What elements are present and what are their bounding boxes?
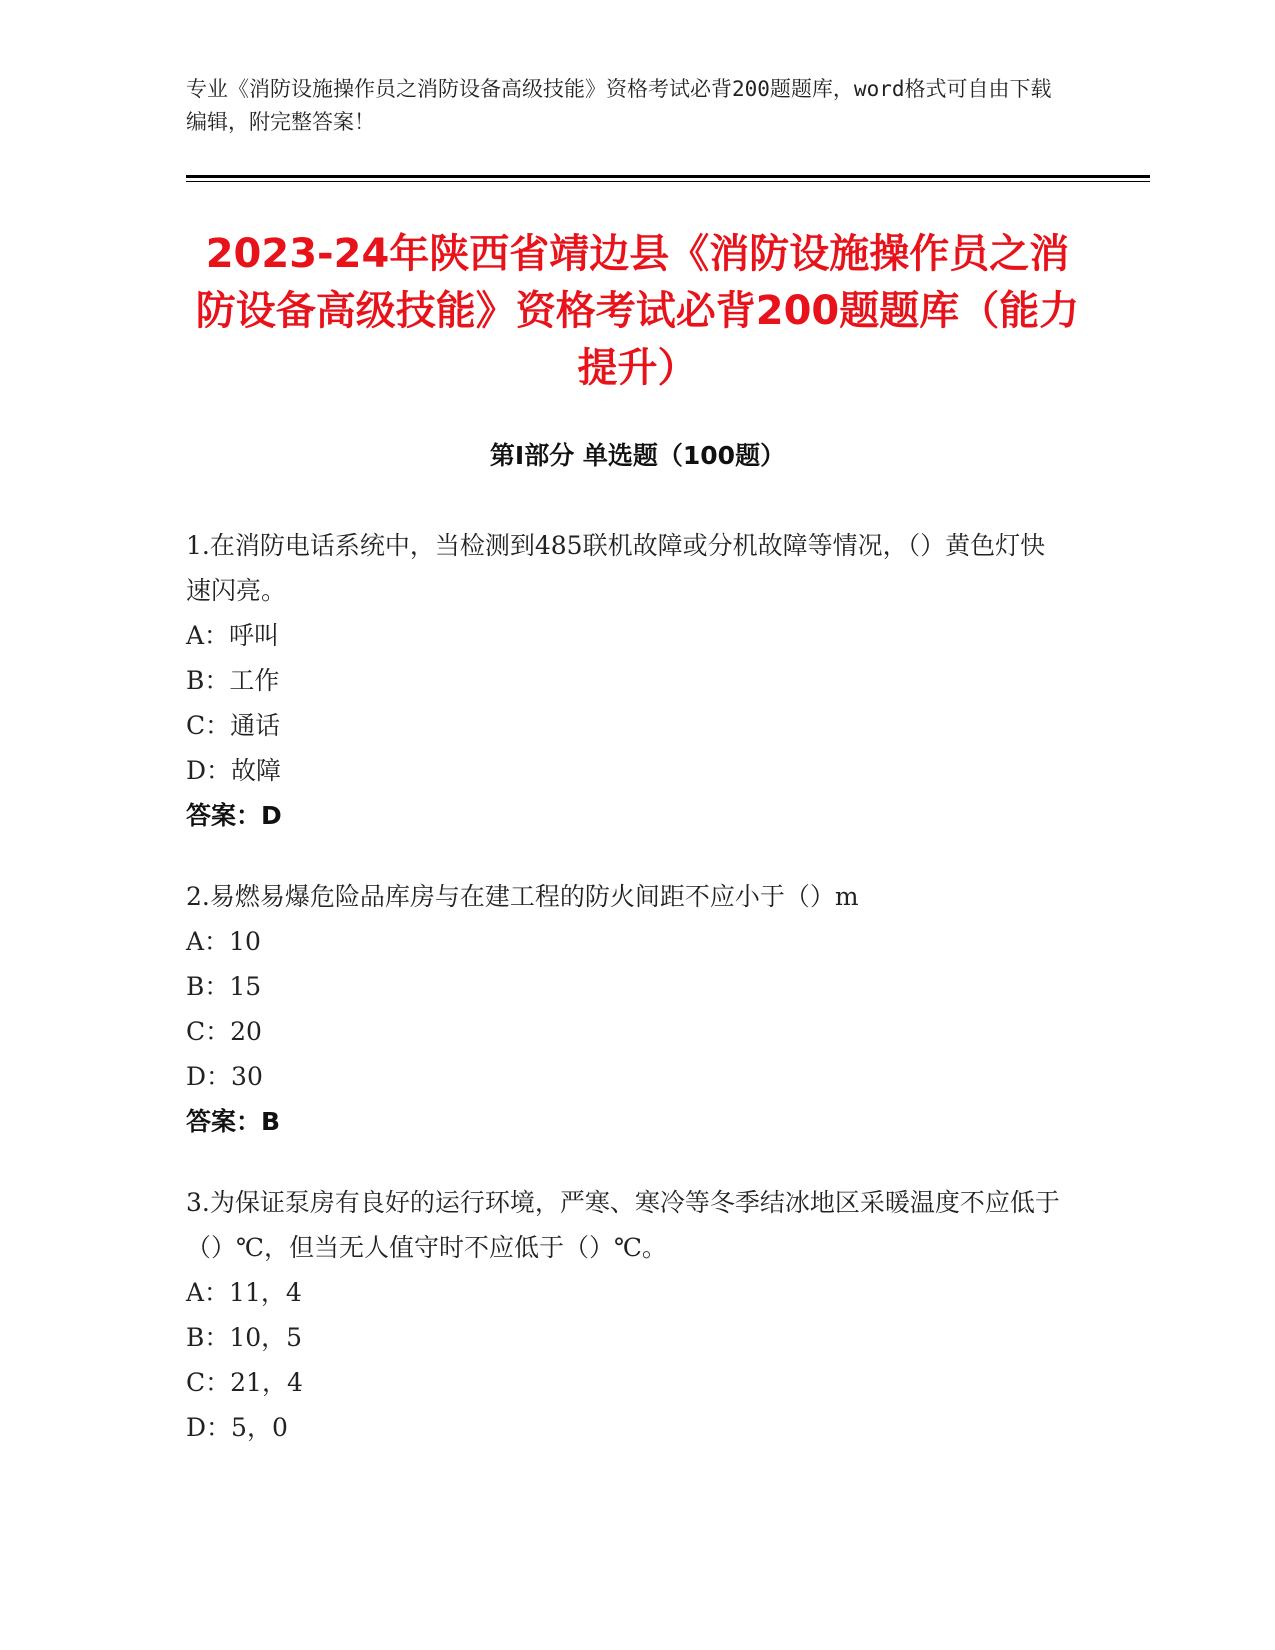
option-a: A：11，4 xyxy=(186,1278,302,1307)
option-d: D：故障 xyxy=(186,756,282,785)
question-3 xyxy=(186,1180,1066,1450)
header-divider-thick xyxy=(186,175,1150,178)
option-d: D：5，0 xyxy=(186,1413,288,1442)
question-2 xyxy=(186,874,1066,1144)
question-stem: 1.在消防电话系统中，当检测到485联机故障或分机故障等情况，（）黄色灯快速闪亮。 xyxy=(186,531,1046,605)
option-c: C：通话 xyxy=(186,711,281,740)
option-d: D：30 xyxy=(186,1062,263,1091)
answer: 答案：D xyxy=(186,801,282,830)
option-a: A：呼叫 xyxy=(186,621,280,650)
header-divider-thin xyxy=(186,181,1150,182)
option-c: C：20 xyxy=(186,1017,262,1046)
question-list xyxy=(186,523,1066,1486)
question-1 xyxy=(186,523,1066,838)
header-note: 专业《消防设施操作员之消防设备高级技能》资格考试必背200题题库，word格式可自由下载编辑，附完整答案！ xyxy=(186,77,1052,134)
option-b: B：15 xyxy=(186,972,262,1001)
question-stem: 3.为保证泵房有良好的运行环境，严寒、寒冷等冬季结冰地区采暖温度不应低于（）℃，但当无人值守时不应低于（）℃。 xyxy=(186,1188,1060,1262)
option-c: C：21，4 xyxy=(186,1368,303,1397)
document-title: 2023-24年陕西省靖边县《消防设施操作员之消防设备高级技能》资格考试必背200题题库（能力提升） xyxy=(195,231,1080,391)
option-b: B：工作 xyxy=(186,666,280,695)
question-stem: 2.易燃易爆危险品库房与在建工程的防火间距不应小于（）m xyxy=(186,882,859,911)
option-b: B：10，5 xyxy=(186,1323,303,1352)
option-a: A：10 xyxy=(186,927,261,956)
section-heading: 第I部分 单选题（100题） xyxy=(489,441,786,470)
answer: 答案：B xyxy=(186,1107,281,1136)
